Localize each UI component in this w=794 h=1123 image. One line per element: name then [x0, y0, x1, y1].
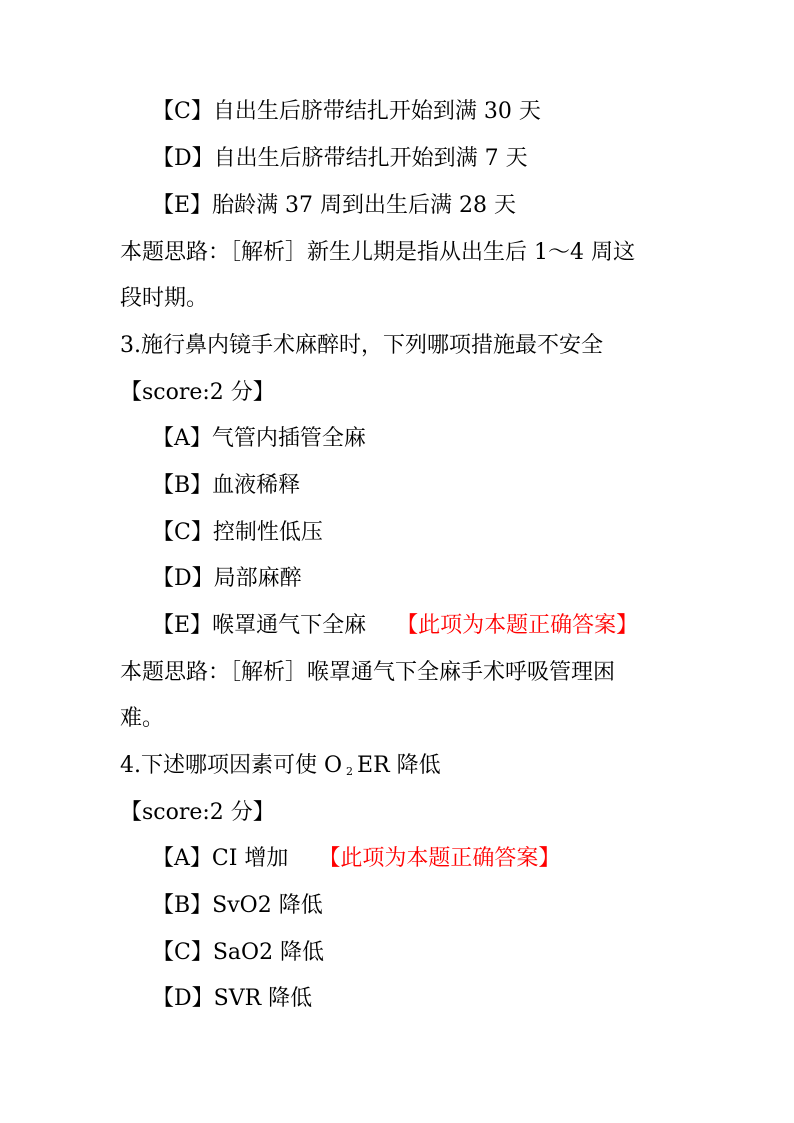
option-a [152, 425, 366, 453]
option-text: 气管内插管全麻 [211, 426, 366, 451]
option-b [152, 892, 323, 920]
option-text: CI 增加 [211, 846, 289, 871]
option-label: 【E】 [152, 613, 213, 638]
explanation-line: 段时期。 [120, 286, 209, 311]
option-e [152, 612, 638, 640]
option-label: 【A】 [152, 426, 212, 451]
option-label: 【D】 [152, 566, 214, 591]
option-e [152, 192, 516, 220]
score-label: 【score:2 分】 [120, 380, 275, 405]
explanation-line: 本题思路：［解析］喉罩通气下全麻手术呼吸管理困 [120, 660, 616, 685]
option-a [152, 845, 560, 873]
option-text: 胎龄满 37 周到出生后满 28 天 [212, 193, 517, 218]
option-label: 【C】 [152, 940, 213, 965]
option-c [152, 939, 324, 967]
option-text: 自出生后脐带结扎开始到满 7 天 [213, 146, 528, 171]
option-d [152, 145, 528, 173]
option-label: 【C】 [152, 99, 213, 124]
question-stem: 3.施行鼻内镜手术麻醉时，下列哪项措施最不安全 [120, 333, 603, 358]
option-text: SvO2 降低 [212, 893, 323, 918]
correct-answer-marker: 【此项为本题正确答案】 [396, 613, 639, 638]
option-label: 【D】 [152, 986, 214, 1011]
option-label: 【E】 [152, 193, 213, 218]
option-d [152, 985, 312, 1013]
question-stem [120, 752, 441, 786]
option-d [152, 565, 302, 593]
explanation-line: 难。 [120, 706, 165, 731]
option-label: 【D】 [152, 146, 214, 171]
option-text: SaO2 降低 [212, 940, 325, 965]
option-label: 【B】 [152, 893, 213, 918]
option-text: 自出生后脐带结扎开始到满 30 天 [212, 99, 541, 124]
option-c [152, 98, 541, 126]
option-text: 血液稀释 [212, 473, 301, 498]
option-text: SVR 降低 [213, 986, 313, 1011]
option-label: 【B】 [152, 473, 213, 498]
option-b [152, 472, 300, 500]
stem-subscript: 2 [346, 765, 354, 778]
correct-answer-marker: 【此项为本题正确答案】 [318, 846, 561, 871]
option-label: 【A】 [152, 846, 212, 871]
score-label: 【score:2 分】 [120, 800, 275, 825]
option-label: 【C】 [152, 520, 213, 545]
stem-text: 4.下述哪项因素可使 O [120, 753, 343, 778]
stem-text: ER 降低 [357, 753, 441, 778]
option-text: 局部麻醉 [213, 566, 302, 591]
option-text: 喉罩通气下全麻 [212, 613, 367, 638]
option-c [152, 519, 323, 547]
explanation-line: 本题思路：［解析］新生儿期是指从出生后 1～4 周这 [120, 240, 635, 265]
option-text: 控制性低压 [212, 520, 323, 545]
